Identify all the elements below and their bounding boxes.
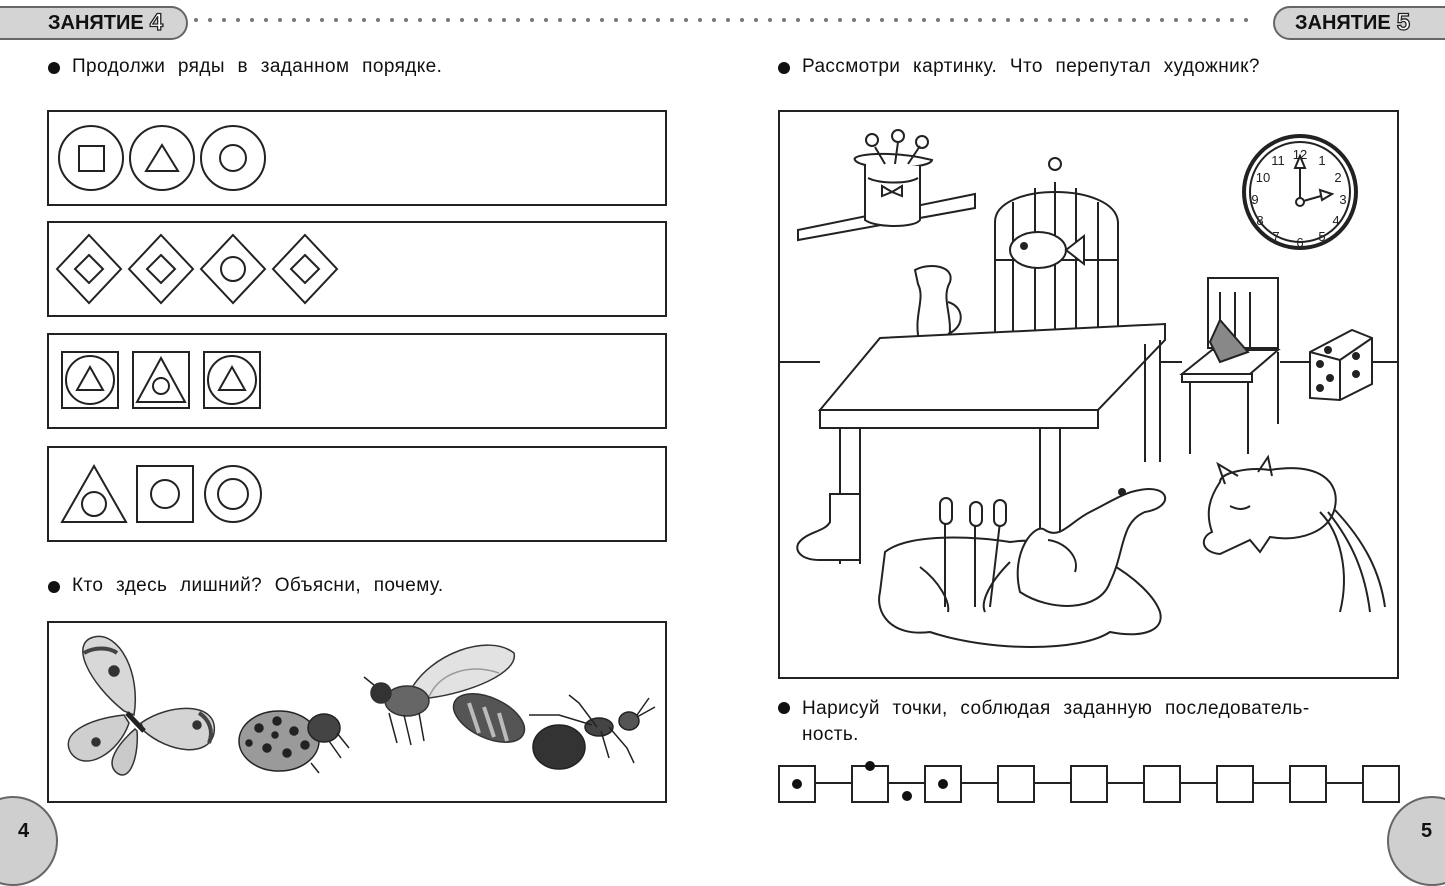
lesson-4-label: ЗАНЯТИЕ (48, 11, 144, 34)
clock-number: 6 (1296, 235, 1304, 250)
clock-number: 4 (1332, 213, 1340, 228)
circle-with-triangle-shape (130, 126, 194, 190)
bullet-icon (48, 581, 60, 593)
page-number-left (0, 796, 58, 886)
square-circle-triangle-shape (62, 352, 118, 408)
task-find-mistakes-text: Рассмотри картинку. Что перепутал художник? (802, 56, 1260, 77)
dice-icon (1310, 330, 1372, 400)
clock-number: 3 (1339, 192, 1347, 207)
circle-with-square-shape (59, 126, 123, 190)
bullet-icon (778, 702, 790, 714)
pattern-row-3 (47, 333, 667, 429)
lesson-5-number: 5 (1396, 9, 1411, 36)
clock-number: 10 (1255, 170, 1271, 185)
circle-with-circle-shape (201, 126, 265, 190)
lesson-5-label: ЗАНЯТИЕ (1295, 11, 1391, 34)
task-continue-rows-text: Продолжи ряды в заданном порядке. (72, 56, 443, 77)
pattern-row-2-shapes (49, 223, 665, 315)
pattern-row-4-shapes (49, 448, 665, 540)
sleeping-cat-icon (1204, 457, 1385, 612)
task-find-mistakes (778, 56, 1260, 78)
pattern-row-2 (47, 221, 667, 317)
bullet-icon (48, 62, 60, 74)
clock-number: 9 (1251, 192, 1259, 207)
task-odd-one-out (48, 575, 444, 597)
diamond-with-circle-shape (201, 235, 265, 303)
pattern-row-1-shapes (49, 112, 665, 204)
birdcage-icon (985, 158, 1125, 352)
page-number-right-text: 5 (1421, 820, 1433, 842)
boot-icon (797, 494, 860, 560)
clock-number: 5 (1318, 229, 1326, 244)
scene-picture-box (778, 110, 1399, 679)
task-draw-dots-line-2: ность. (802, 724, 859, 745)
task-continue-rows (48, 56, 442, 78)
sequence-square (998, 766, 1034, 802)
clock-number: 1 (1318, 153, 1326, 168)
sequence-square (1071, 766, 1107, 802)
clock-number: 2 (1334, 170, 1342, 185)
bullet-icon (778, 62, 790, 74)
pond-with-duck-icon (879, 489, 1165, 647)
square-triangle-circle-shape (133, 352, 189, 408)
sequence-square (1290, 766, 1326, 802)
diamond-with-diamond-shape (273, 235, 337, 303)
square-with-circle-shape (137, 466, 193, 522)
lesson-4-number: 4 (149, 9, 164, 36)
sequence-square (1144, 766, 1180, 802)
task-draw-dots (778, 696, 1400, 748)
dotted-header-line (192, 17, 1254, 23)
clock-number: 8 (1256, 213, 1264, 228)
pattern-row-1 (47, 110, 667, 206)
insects-illustration (49, 623, 665, 801)
lesson-5-tab (1273, 6, 1445, 40)
task-odd-one-out-text: Кто здесь лишний? Объясни, почему. (72, 575, 444, 596)
square-circle-triangle-shape (204, 352, 260, 408)
circle-with-circle-shape (205, 466, 261, 522)
room-scene-illustration (780, 112, 1397, 677)
page-number-left-text: 4 (18, 820, 30, 842)
pattern-row-4 (47, 446, 667, 542)
dot-sequence-row (776, 758, 1402, 808)
diamond-with-diamond-shape (57, 235, 121, 303)
bee-icon (364, 645, 532, 752)
insects-box (47, 621, 667, 803)
sequence-square (852, 766, 888, 802)
clock-number: 7 (1272, 229, 1280, 244)
pattern-row-3-shapes (49, 335, 665, 427)
clock-number: 11 (1271, 153, 1285, 168)
triangle-with-circle-shape (62, 466, 126, 522)
ant-icon (529, 695, 655, 769)
sequence-dot (792, 779, 802, 789)
hat-with-flowers-icon (855, 130, 932, 226)
task-draw-dots-line-1: Нарисуй точки, соблюдая заданную последователь- (802, 698, 1310, 719)
lesson-4-tab (0, 6, 188, 40)
sequence-square (1217, 766, 1253, 802)
chair-with-cake-icon (1182, 278, 1278, 454)
clock-number: 12 (1292, 147, 1308, 162)
page-number-right (1387, 796, 1445, 886)
ladybug-icon (239, 711, 349, 773)
sequence-dot (902, 791, 912, 801)
diamond-with-diamond-shape (129, 235, 193, 303)
butterfly-icon (68, 636, 214, 775)
sequence-dot (938, 779, 948, 789)
sequence-square (1363, 766, 1399, 802)
sequence-dot (865, 761, 875, 771)
